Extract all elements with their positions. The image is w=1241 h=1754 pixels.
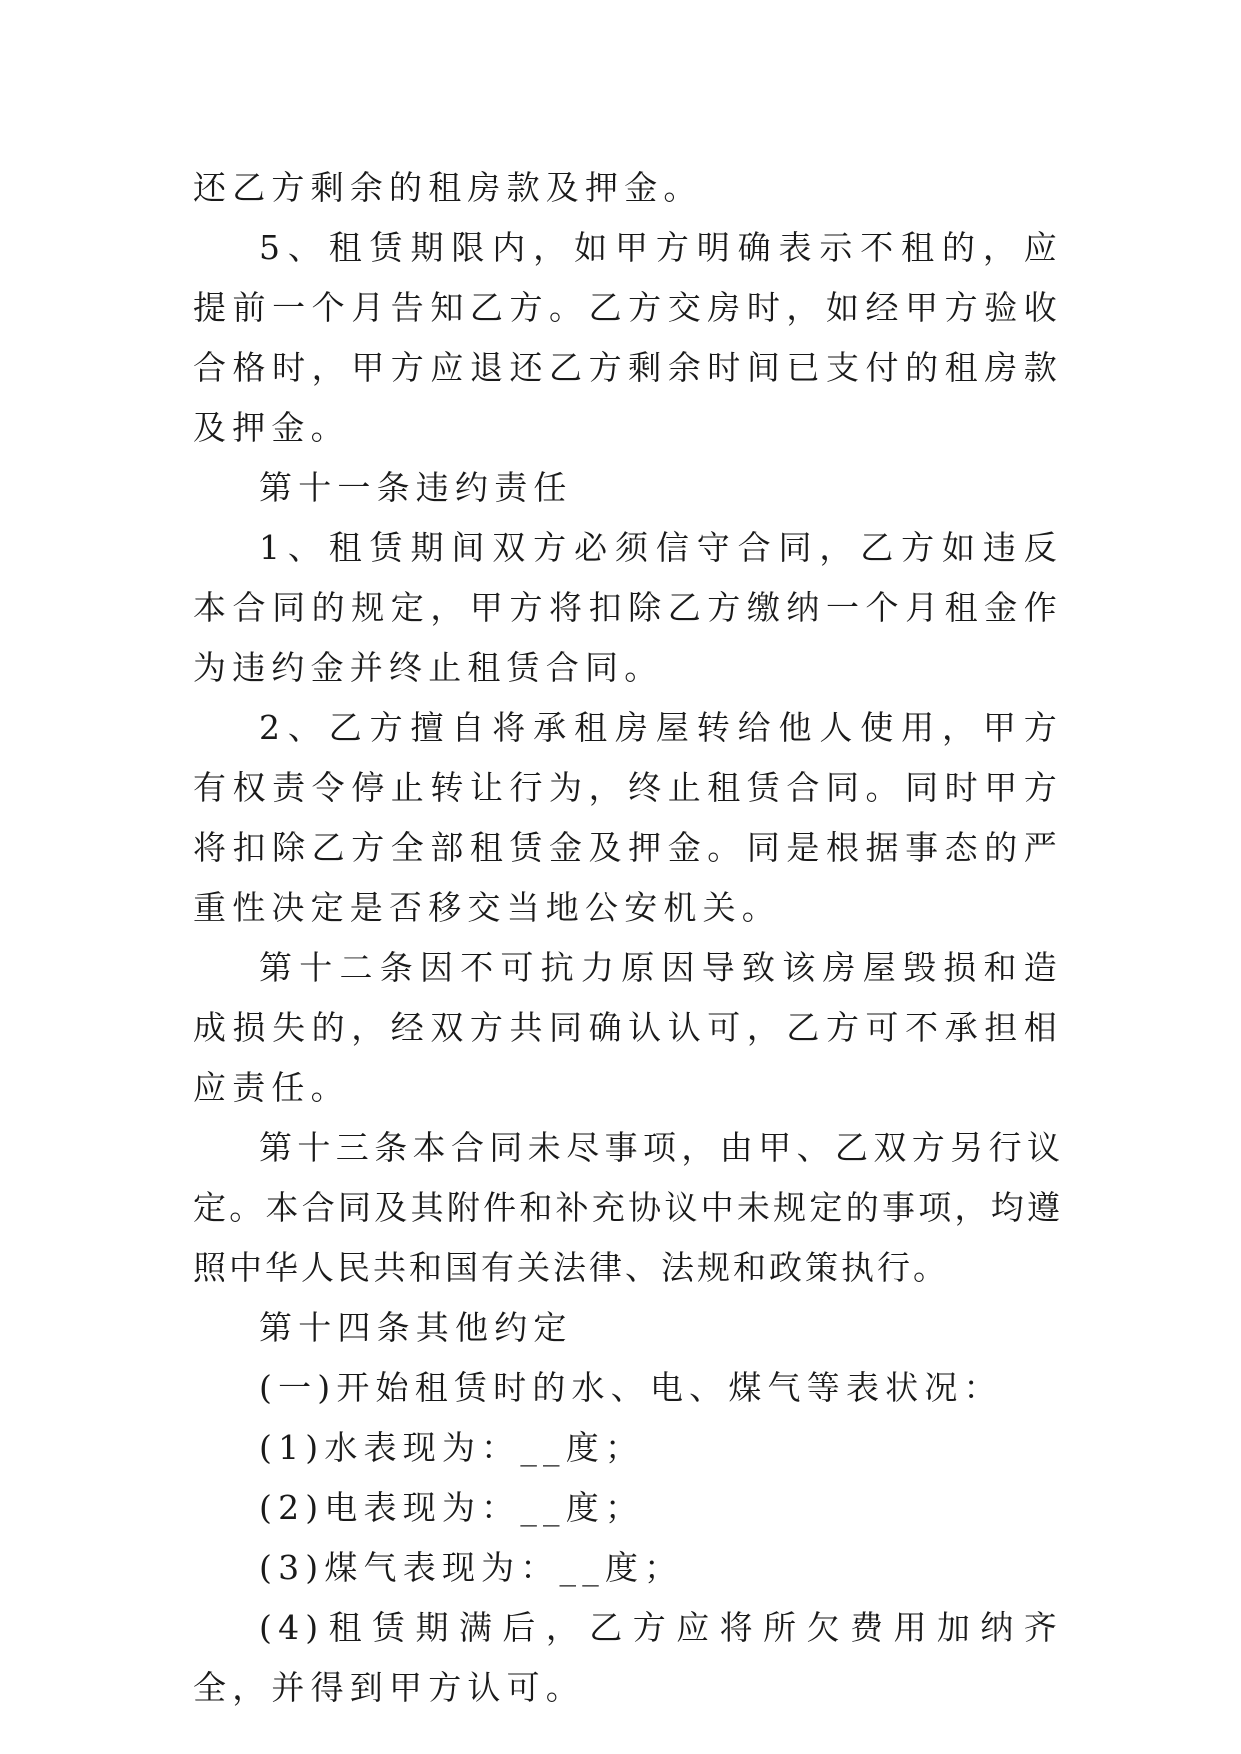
paragraph-gas-meter: (3)煤气表现为：__度； (259, 1548, 684, 1587)
paragraph-article-13: 第十三条本合同未尽事项，由甲、乙双方另行议定。本合同及其附件和补充协议中未规定的事项，均遵照中华人民共和国有关法律、法规和政策执行。 (193, 1128, 1063, 1287)
paragraph-water-meter: (1)水表现为：__度； (259, 1428, 645, 1467)
paragraph-lease-end-fees: (4)租赁期满后，乙方应将所欠费用加纳齐全，并得到甲方认可。 (193, 1608, 1063, 1707)
heading-article-14: 第十四条其他约定 (259, 1308, 573, 1347)
paragraph-clause-5: 5、租赁期限内，如甲方明确表示不租的，应提前一个月告知乙方。乙方交房时，如经甲方验收合格时，甲方应退还乙方剩余时间已支付的租房款及押金。 (193, 228, 1063, 447)
paragraph-clause-2: 2、乙方擅自将承租房屋转给他人使用，甲方有权责令停止转让行为，终止租赁合同。同时甲方将扣除乙方全部租赁金及押金。同是根据事态的严重性决定是否移交当地公安机关。 (193, 708, 1063, 927)
paragraph-continuation: 还乙方剩余的租房款及押金。 (193, 168, 703, 207)
paragraph-meter-status: (一)开始租赁时的水、电、煤气等表状况： (259, 1368, 1003, 1407)
heading-article-11: 第十一条违约责任 (259, 468, 573, 507)
paragraph-electric-meter: (2)电表现为：__度； (259, 1488, 645, 1527)
paragraph-article-12: 第十二条因不可抗力原因导致该房屋毁损和造成损失的，经双方共同确认认可，乙方可不承担相应责任。 (193, 948, 1063, 1107)
document-body (193, 158, 1063, 1718)
paragraph-clause-1: 1、租赁期间双方必须信守合同，乙方如违反本合同的规定，甲方将扣除乙方缴纳一个月租金作为违约金并终止租赁合同。 (193, 528, 1063, 687)
